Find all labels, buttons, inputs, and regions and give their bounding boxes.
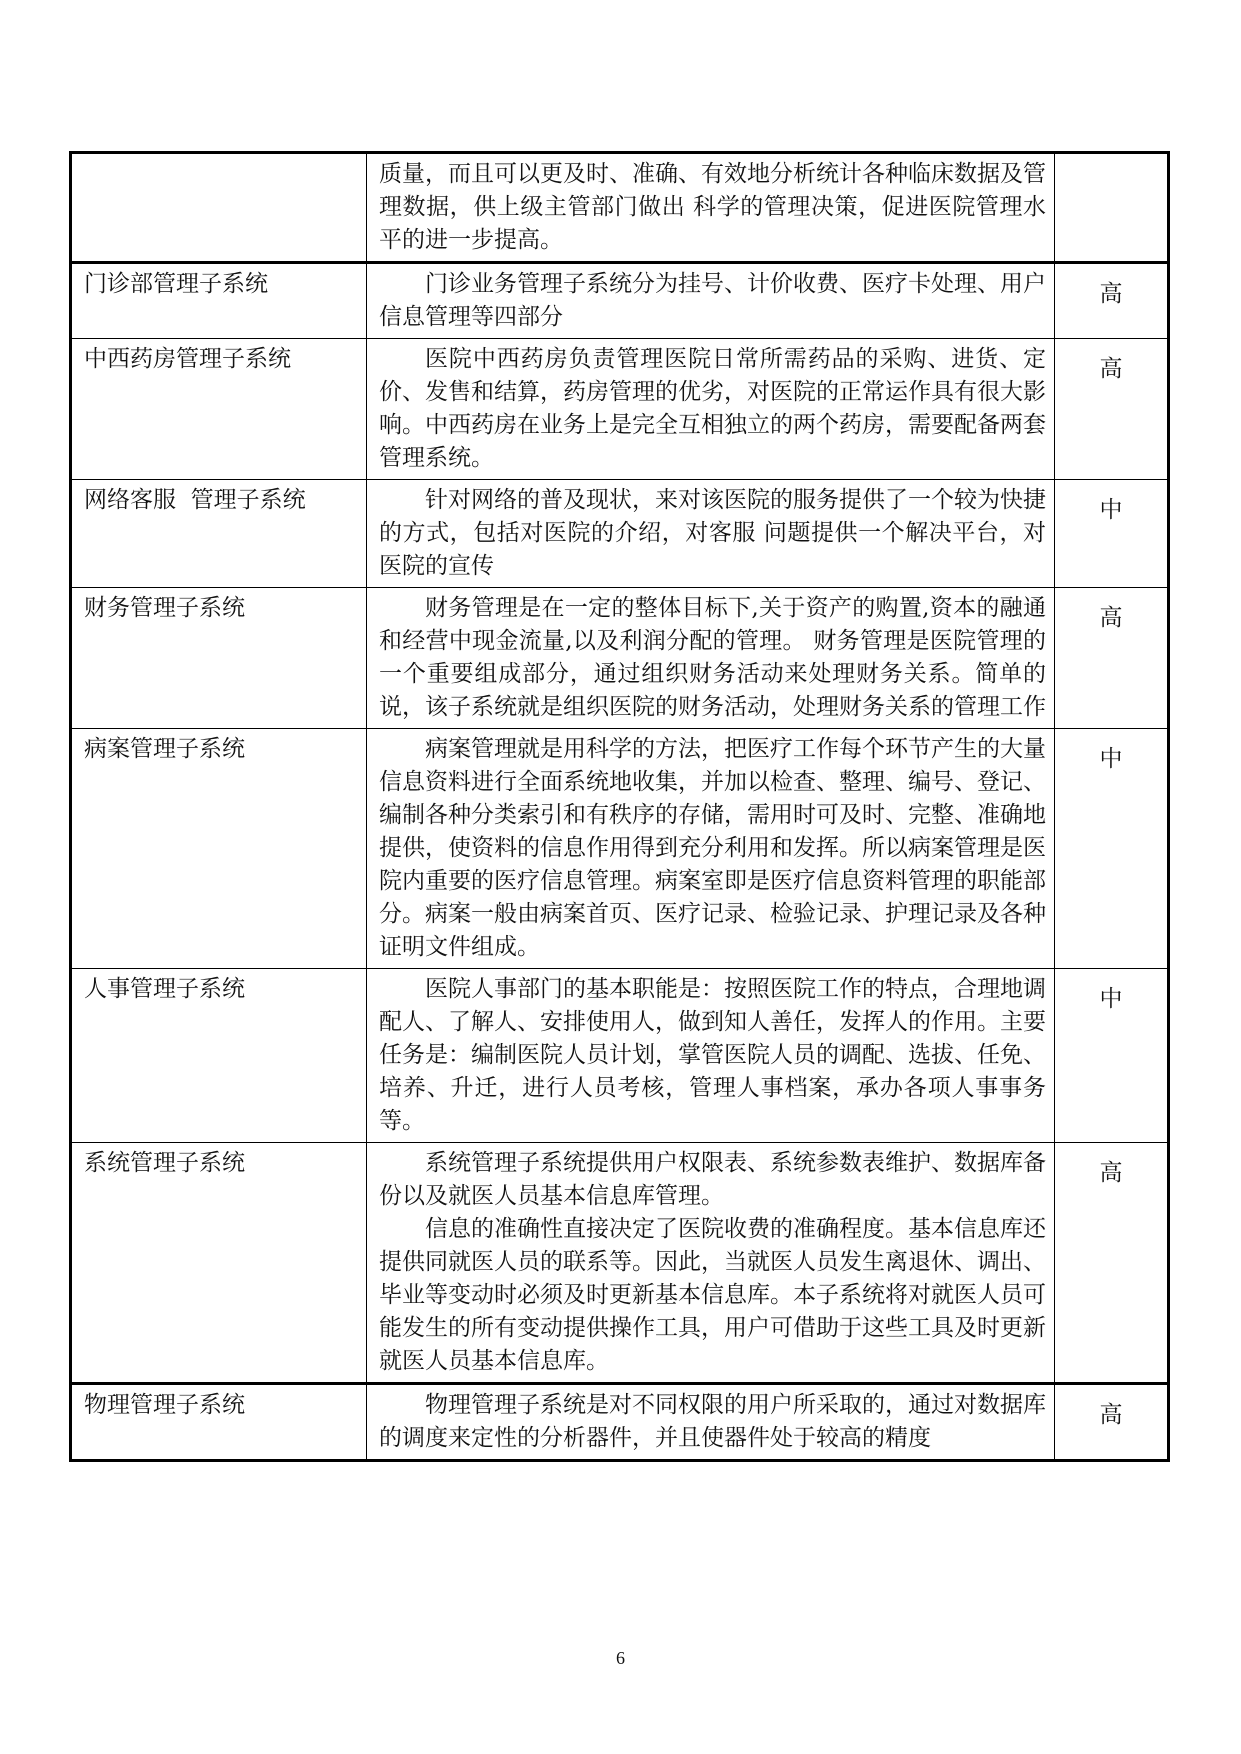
description-paragraph: 物理管理子系统是对不同权限的用户所采取的，通过对数据库的调度来定性的分析器件，并且使器件处于较高的精度 [379, 1392, 1046, 1451]
description-paragraph: 病案管理就是用科学的方法，把医疗工作每个环节产生的大量信息资料进行全面系统地收集，并加以检查、整理、编号、登记、编制各种分类索引和有秩序的存储，需用时可及时、完整、准确地提供，使资料的信息作用得到充分利用和发挥。所以病案管理是医院内重要的医疗信息管理。病案室即是医疗信息资料管理的职能部分。病案一般由病案首页、医疗记录、检验记录、护理记录及各种证明文件组成。 [379, 736, 1046, 960]
table-row [71, 339, 1169, 480]
table-row [71, 588, 1169, 729]
description-paragraph: 质量，而且可以更及时、准确、有效地分析统计各种临床数据及管理数据，供上级主管部门做出 科学的管理决策，促进医院管理水平的进一步提高。 [379, 161, 1046, 253]
subsystem-name: 财务管理子系统 [71, 588, 367, 729]
description-paragraph: 信息的准确性直接决定了医院收费的准确程度。基本信息库还提供同就医人员的联系等。因此，当就医人员发生离退休、调出、毕业等变动时必须及时更新基本信息库。本子系统将对就医人员可能发生的所有变动提供操作工具，用户可借助于这些工具及时更新就医人员基本信息库。 [379, 1216, 1046, 1374]
priority-level: 高 [1055, 339, 1169, 480]
priority-level: 中 [1055, 729, 1169, 969]
page-number: 6 [616, 1648, 625, 1668]
table-row [71, 263, 1169, 339]
subsystem-name: 物理管理子系统 [71, 1384, 367, 1461]
description-paragraph: 系统管理子系统提供用户权限表、系统参数表维护、数据库备份以及就医人员基本信息库管理。 [379, 1150, 1046, 1209]
subsystem-description [367, 480, 1055, 588]
description-paragraph: 门诊业务管理子系统分为挂号、计价收费、医疗卡处理、用户信息管理等四部分 [379, 271, 1046, 330]
subsystem-description [367, 588, 1055, 729]
table-row [71, 1384, 1169, 1461]
subsystem-name [71, 153, 367, 263]
subsystem-description [367, 1384, 1055, 1461]
subsystem-name: 人事管理子系统 [71, 969, 367, 1143]
table-row [71, 729, 1169, 969]
description-paragraph: 医院中西药房负责管理医院日常所需药品的采购、进货、定价、发售和结算，药房管理的优劣，对医院的正常运作具有很大影响。中西药房在业务上是完全互相独立的两个药房，需要配备两套管理系统。 [379, 346, 1046, 471]
priority-level: 中 [1055, 969, 1169, 1143]
table-row [71, 1143, 1169, 1384]
subsystem-name: 网络客服 管理子系统 [71, 480, 367, 588]
subsystem-description [367, 263, 1055, 339]
description-paragraph: 医院人事部门的基本职能是：按照医院工作的特点，合理地调配人、了解人、安排使用人，做到知人善任，发挥人的作用。主要任务是：编制医院人员计划，掌管医院人员的调配、选拔、任免、培养、升迁，进行人员考核，管理人事档案，承办各项人事事务等。 [379, 976, 1046, 1134]
subsystem-name: 系统管理子系统 [71, 1143, 367, 1384]
subsystem-description [367, 339, 1055, 480]
priority-level: 高 [1055, 1384, 1169, 1461]
table-row [71, 969, 1169, 1143]
description-paragraph: 针对网络的普及现状，来对该医院的服务提供了一个较为快捷的方式，包括对医院的介绍，对客服 问题提供一个解决平台，对医院的宣传 [379, 487, 1046, 579]
subsystem-table [69, 151, 1170, 1462]
table-row [71, 153, 1169, 263]
description-paragraph: 财务管理是在一定的整体目标下,关于资产的购置,资本的融通和经营中现金流量,以及利润分配的管理。 财务管理是医院管理的一个重要组成部分，通过组织财务活动来处理财务关系。简单的说，该子系统就是组织医院的财务活动，处理财务关系的管理工作 [379, 595, 1046, 720]
priority-level [1055, 153, 1169, 263]
priority-level: 高 [1055, 1143, 1169, 1384]
subsystem-name: 中西药房管理子系统 [71, 339, 367, 480]
subsystem-name: 病案管理子系统 [71, 729, 367, 969]
subsystem-description [367, 969, 1055, 1143]
subsystem-description [367, 153, 1055, 263]
subsystem-description [367, 729, 1055, 969]
priority-level: 中 [1055, 480, 1169, 588]
subsystem-name: 门诊部管理子系统 [71, 263, 367, 339]
priority-level: 高 [1055, 588, 1169, 729]
table-row [71, 480, 1169, 588]
subsystem-description [367, 1143, 1055, 1384]
priority-level: 高 [1055, 263, 1169, 339]
